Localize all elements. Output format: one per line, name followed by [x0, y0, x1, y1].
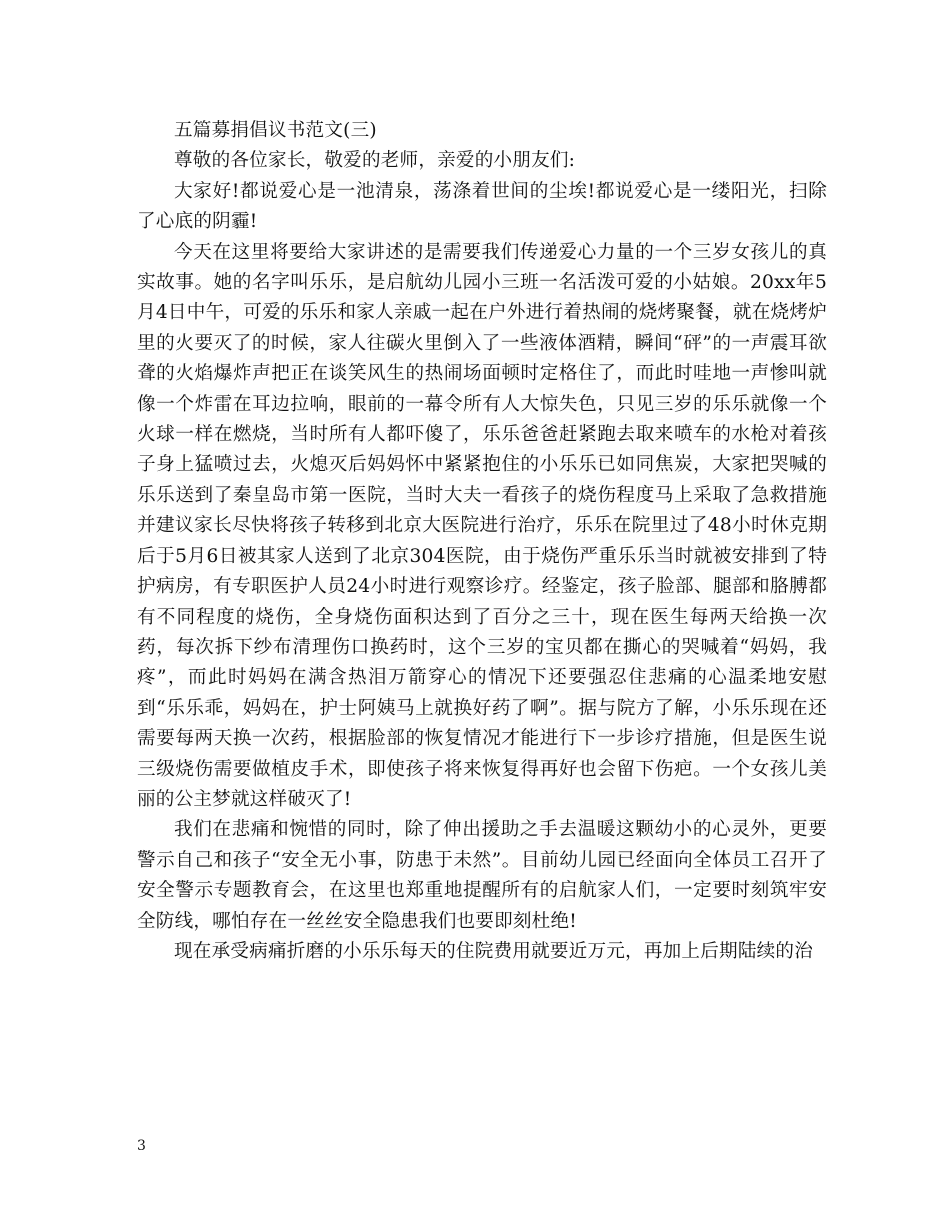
paragraph-cost: 现在承受病痛折磨的小乐乐每天的住院费用就要近万元，再加上后期陆续的治 — [174, 940, 813, 962]
document-body — [137, 116, 827, 967]
salutation: 尊敬的各位家长，敬爱的老师，亲爱的小朋友们: — [174, 150, 576, 172]
paragraph-story: 今天在这里将要给大家讲述的是需要我们传递爱心力量的一个三岁女孩儿的真实故事。她的名字叫乐乐，是启航幼儿园小三班一名活泼可爱的小姑娘。20xx年5月4日中午，可爱的乐乐和家人亲戚一起在户外进行着热闹的烧烤聚餐，就在烧烤炉里的火要灭了的时候，家人往碳火里倒入了一些液体酒精，瞬间“砰”的一声震耳欲聋的火焰爆炸声把正在谈笑风生的热闹场面顿时定格住了，而此时哇地一声惨叫就像一个炸雷在耳边拉响，眼前的一幕令所有人大惊失色，只见三岁的乐乐就像一个火球一样在燃烧，当时所有人都吓傻了，乐乐爸爸赶紧跑去取来喷车的水枪对着孩子身上猛喷过去，火熄灭后妈妈怀中紧紧抱住的小乐乐已如同焦炭，大家把哭喊的乐乐送到了秦皇岛市第一医院，当时大夫一看孩子的烧伤程度马上采取了急救措施并建议家长尽快将孩子转移到北京大医院进行治疗，乐乐在院里过了48小时休克期后于5月6日被其家人送到了北京304医院，由于烧伤严重乐乐当时就被安排到了特护病房，有专职医护人员24小时进行观察诊疗。经鉴定，孩子脸部、腿部和胳膊都有不同程度的烧伤，全身烧伤面积达到了百分之三十，现在医生每两天给换一次药，每次拆下纱布清理伤口换药时，这个三岁的宝贝都在撕心的哭喊着“妈妈，我疼”，而此时妈妈在满含热泪万箭穿心的情况下还要强忍住悲痛的心温柔地安慰到“乐乐乖，妈妈在，护士阿姨马上就换好药了啊”。据与院方了解，小乐乐现在还需要每两天换一次药，根据脸部的恢复情况才能进行下一步诊疗措施，但是医生说三级烧伤需要做植皮手术，即使孩子将来恢复得再好也会留下伤疤。一个女孩儿美丽的公主梦就这样破灭了! — [137, 241, 827, 810]
paragraph-greeting: 大家好!都说爱心是一池清泉，荡涤着世间的尘埃!都说爱心是一缕阳光，扫除了心底的阴霾! — [137, 180, 827, 233]
document-title: 五篇募捐倡议书范文(三) — [174, 120, 377, 141]
paragraph-safety: 我们在悲痛和惋惜的同时，除了伸出援助之手去温暖这颗幼小的心灵外，更要警示自己和孩子“安全无小事，防患于未然”。目前幼儿园已经面向全体员工召开了安全警示专题教育会，在这里也郑重地提醒所有的启航家人们，一定要时刻筑牢安全防线，哪怕存在一丝丝安全隐患我们也要即刻杜绝! — [137, 819, 827, 932]
page-number: 3 — [137, 1138, 146, 1154]
